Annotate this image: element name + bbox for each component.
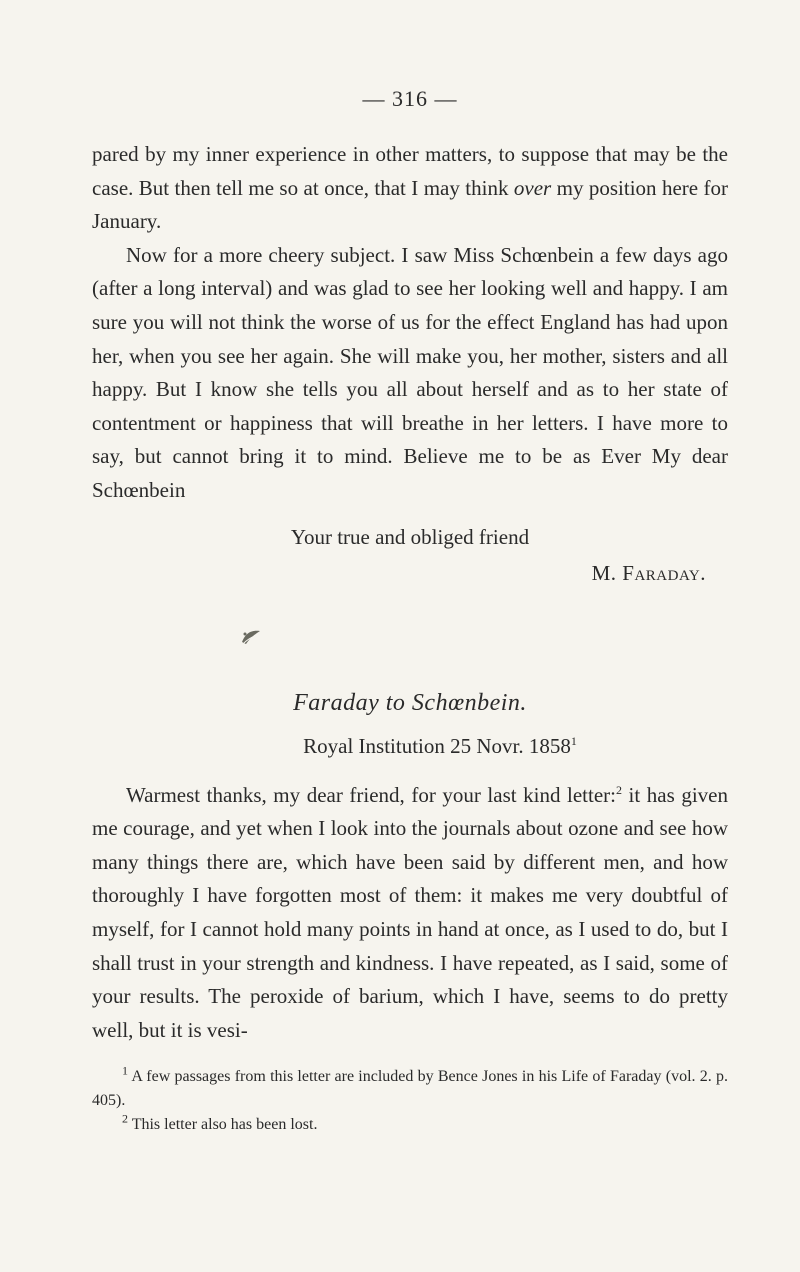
footnote-2: $^2$ This letter also has been lost.	[122, 1111, 318, 1134]
book-page	[92, 86, 728, 1137]
footnote-ref-1: 1	[570, 733, 577, 748]
signature: M. Faraday.	[591, 560, 706, 585]
leaf-fleuron-icon	[240, 628, 280, 658]
letter-body-1	[92, 138, 728, 508]
italic-word: over	[513, 175, 552, 200]
closing-line: Your true and obliged friend	[290, 524, 530, 549]
paragraph-2: Now for a more cheery subject. I saw Miss Schœnbein a few days ago (after a long interval) and was glad to see her looking well and happy. I am sure you will not think the worse of us for the effect England has had upon her, when you see her again. She will make you, her mother, sisters and all happy. But I know she tells you all about herself and as to her state of contentment or happiness that will breathe in her letters. I have more to say, but cannot bring it to mind. Believe me to be as Ever My dear Schœnbein	[92, 242, 728, 502]
footnote-ref-2: 2	[616, 782, 622, 797]
letter-body-2	[92, 779, 728, 1048]
footnote-1: $^1$ A few passages from this letter are included by Bence Jones in his Life of Faraday (vol. 2. p. 405).	[92, 1063, 728, 1110]
page-number: — 316 —	[362, 86, 458, 111]
letter-heading: Faraday to Schœnbein.	[293, 689, 527, 716]
footnotes	[92, 1065, 728, 1137]
paragraph-1: pared by my inner experience in other matters, to suppose that may be the case. But then tell me so at once, that I may think over my position here for January.	[92, 142, 728, 234]
paragraph-3: Warmest thanks, my dear friend, for your last kind letter:$^2$ it has given me courage, and yet when I look into the journals about ozone and see how many things there are, which have been said by different men, and how thoroughly I have forgotten most of them: it makes me very doubtful of myself, for I cannot hold many points in hand at once, as I used to do, but I shall trust in your strength and kindness. I have repeated, as I said, some of your results. The peroxide of barium, which I have, seems to do pretty well, but it is vesi-	[92, 782, 728, 1042]
dateline: Royal Institution 25 Novr. 1858$^1$	[303, 733, 577, 758]
